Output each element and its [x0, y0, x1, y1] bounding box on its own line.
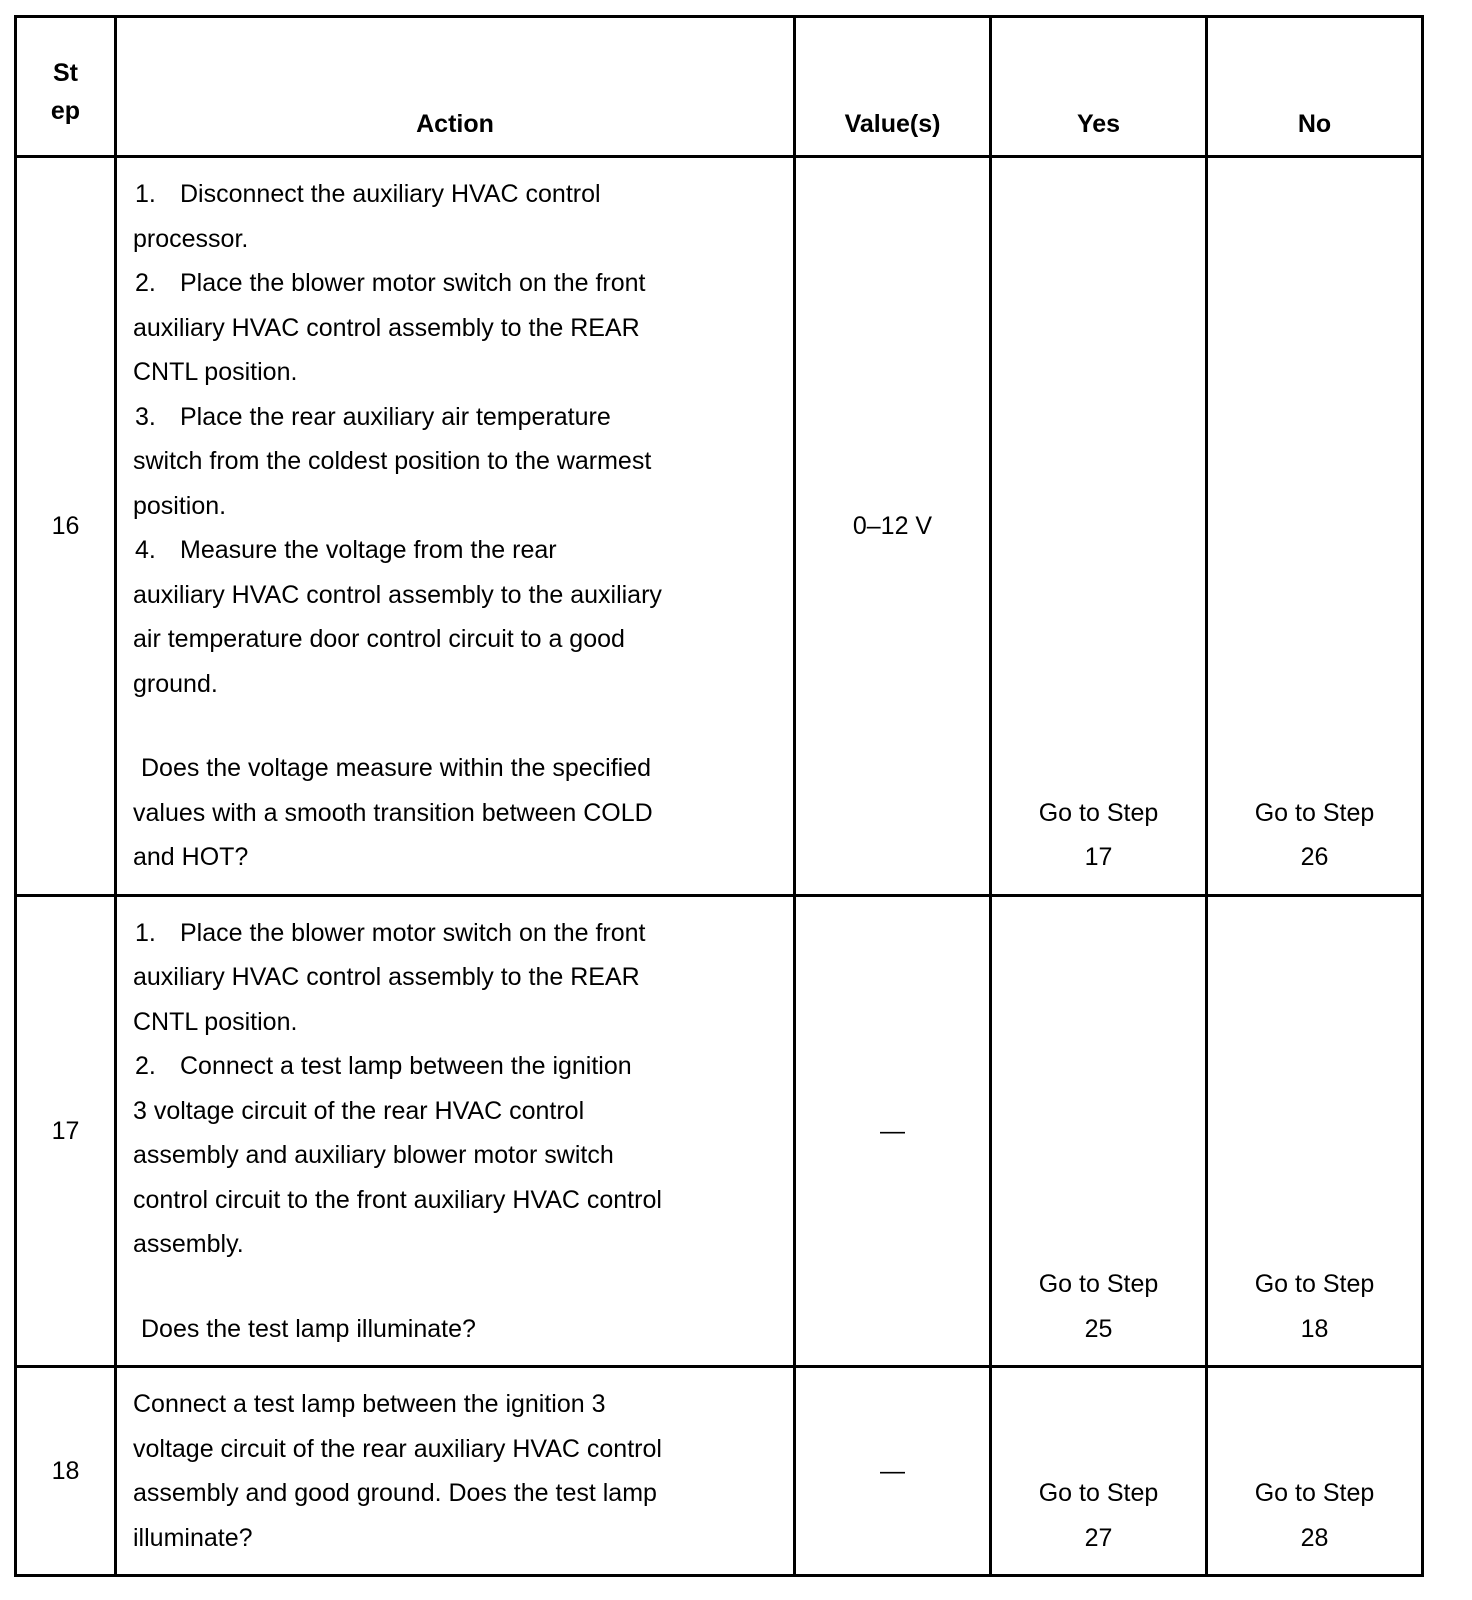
question-line: values with a smooth transition between COLD	[133, 798, 653, 827]
action-line: auxiliary HVAC control assembly to the auxiliary	[133, 580, 662, 609]
action-line: 2. Place the blower motor switch on the front	[135, 269, 646, 297]
table-row	[16, 895, 1423, 1367]
action-line: ground.	[133, 669, 218, 698]
action-line: auxiliary HVAC control assembly to the REAR	[133, 963, 640, 991]
action-line: assembly.	[133, 1230, 244, 1258]
action-cell	[116, 1367, 795, 1576]
table-row	[16, 157, 1423, 896]
action-line: processor.	[133, 224, 249, 253]
step-header: St ep	[16, 17, 116, 157]
yes-header: Yes	[991, 17, 1207, 157]
no-goto: Go to Step 28	[1207, 1367, 1423, 1576]
step-number: 17	[16, 895, 116, 1367]
yes-goto: Go to Step 17	[991, 157, 1207, 896]
no-goto: Go to Step 26	[1207, 157, 1423, 896]
no-header: No	[1207, 17, 1423, 157]
action-line: 4. Measure the voltage from the rear	[135, 536, 557, 564]
step-number: 16	[16, 157, 116, 896]
action-line: auxiliary HVAC control assembly to the REAR	[133, 313, 640, 342]
step-number: 18	[16, 1367, 116, 1576]
action-line: 3. Place the rear auxiliary air temperature	[135, 402, 611, 431]
value-cell: —	[795, 895, 991, 1367]
diagnostic-table	[14, 15, 1424, 1577]
yes-goto: Go to Step 27	[991, 1367, 1207, 1576]
action-line: switch from the coldest position to the warmest	[133, 447, 652, 475]
action-line: 3 voltage circuit of the rear HVAC control	[133, 1096, 585, 1125]
question-line: Does the voltage measure within the specified	[141, 754, 652, 782]
action-line: illuminate?	[133, 1523, 253, 1552]
values-header: Value(s)	[795, 17, 991, 157]
action-line: assembly and good ground. Does the test lamp	[133, 1479, 657, 1507]
value-cell: —	[795, 1367, 991, 1576]
action-line: position.	[133, 491, 227, 520]
action-cell	[116, 157, 795, 896]
action-line: 1. Place the blower motor switch on the front	[135, 918, 646, 947]
action-line: air temperature door control circuit to a good	[133, 625, 625, 653]
action-line: CNTL position.	[133, 1007, 298, 1036]
action-line: voltage circuit of the rear auxiliary HVAC control	[133, 1434, 662, 1463]
question-line: and HOT?	[133, 843, 249, 871]
no-goto: Go to Step 18	[1207, 895, 1423, 1367]
yes-goto: Go to Step 25	[991, 895, 1207, 1367]
value-cell: 0–12 V	[795, 157, 991, 896]
action-line: 2. Connect a test lamp between the ignition	[135, 1052, 632, 1080]
action-line: control circuit to the front auxiliary HVAC control	[133, 1185, 662, 1214]
table-row	[16, 1367, 1423, 1576]
action-line: CNTL position.	[133, 358, 298, 386]
header-row	[16, 17, 1423, 157]
action-line: assembly and auxiliary blower motor switch	[133, 1141, 614, 1169]
question-line: Does the test lamp illuminate?	[141, 1314, 476, 1343]
action-cell	[116, 895, 795, 1367]
action-line: 1. Disconnect the auxiliary HVAC control	[135, 180, 601, 208]
action-header: Action	[116, 17, 795, 157]
action-line: Connect a test lamp between the ignition 3	[133, 1390, 606, 1418]
